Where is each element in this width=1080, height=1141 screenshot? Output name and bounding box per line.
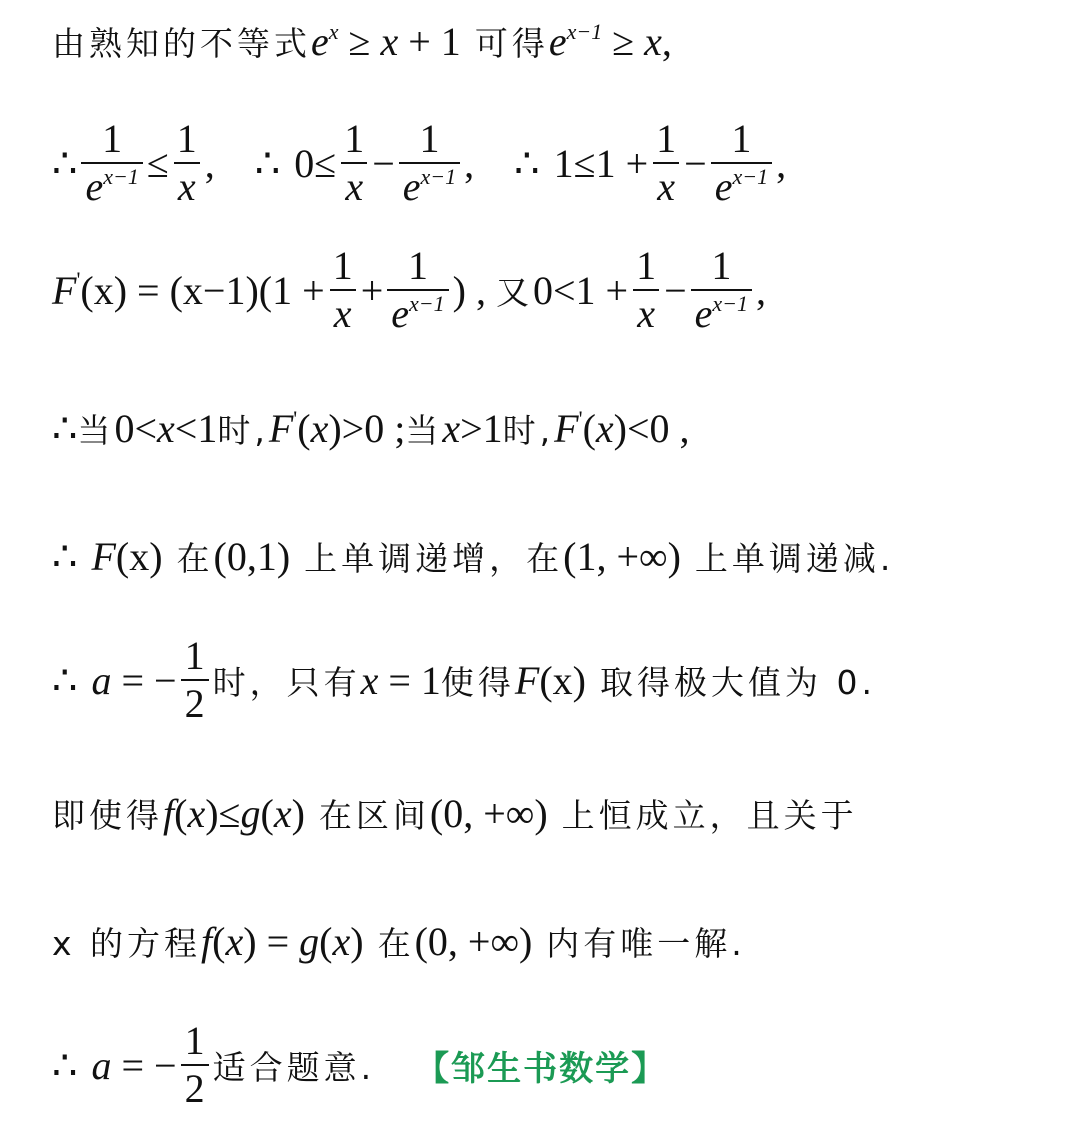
fraction: $\frac{1}{x}$ [329, 245, 357, 335]
therefore-symbol: ∴ [52, 657, 78, 703]
brand-label: 【邹生书数学】 [415, 1048, 668, 1089]
fraction: $\frac{1}{e^{x-1}}$ [691, 245, 752, 335]
therefore-symbol: ∴ [52, 1042, 78, 1088]
text-segment: 时，只有 [212, 662, 361, 702]
text-segment: 上恒成立，且关于 [561, 796, 858, 835]
text-segment: 当 [405, 411, 443, 450]
fraction: $\frac{1}{x}$ [173, 118, 201, 208]
text-segment: 可得 [474, 24, 549, 63]
text-segment: 时, [502, 411, 555, 450]
fraction: $\frac{1}{2}$ [181, 635, 209, 725]
fraction: $\frac{1}{x}$ [632, 245, 660, 335]
text-segment: 当 [77, 411, 115, 450]
fraction: $\frac{1}{e^{x-1}}$ [711, 118, 772, 208]
line-5: ∴ F(x) 在 (0,1) 上单调递增，在 (1, +∞) 上单调递减. [52, 534, 895, 579]
text-segment: 在 [377, 924, 415, 963]
text-segment: 上单调递增，在 [304, 539, 564, 578]
line-8: x 的方程 f(x) = g(x) 在 (0, +∞) 内有唯一解. [52, 919, 746, 964]
text-segment: x 的方程 [52, 924, 202, 963]
text-segment: 使得 [440, 662, 515, 702]
line-4: ∴ 当 0<x<1 时, F'(x)>0 ; 当 x>1 时, F'(x)<0 , [52, 405, 690, 451]
therefore-symbol: ∴ [52, 140, 78, 186]
therefore-symbol: ∴ [52, 534, 78, 579]
fraction: $\frac{1}{e^{x-1}}$ [81, 118, 142, 208]
text-segment: 又 [495, 272, 533, 312]
text-segment: 由熟知的不等式 [52, 24, 311, 63]
text-segment: 上单调递减. [694, 539, 895, 578]
formula: $e^x \ge x + 1$ [311, 18, 461, 64]
line-7: 即使得 f(x)≤g(x) 在区间 (0, +∞) 上恒成立，且关于 [52, 791, 858, 836]
text-segment: 适合题意. [212, 1047, 376, 1087]
text-segment: 在区间 [318, 796, 430, 835]
fraction: $\frac{1}{e^{x-1}}$ [387, 245, 448, 335]
text-segment: 内有唯一解. [546, 924, 746, 963]
line-6: ∴ a = − $\frac{1}{2}$ 时，只有 x = 1 使得 F(x) 取得极大值为 0. [52, 633, 876, 726]
formula: $e^{x-1} \ge x$, [548, 18, 672, 64]
text-segment: 取得极大值为 0. [599, 662, 876, 702]
fraction: $\frac{1}{x}$ [340, 118, 368, 208]
therefore-symbol: ∴ [254, 140, 281, 186]
fraction: $\frac{1}{2}$ [181, 1020, 209, 1110]
line-9: ∴ a = − $\frac{1}{2}$ 适合题意. 【邹生书数学】 [52, 1018, 668, 1111]
text-segment: 在 [176, 539, 214, 578]
line-1 [52, 18, 672, 65]
fraction: $\frac{1}{e^{x-1}}$ [399, 118, 460, 208]
line-2: ∴ $\frac{1}{e^{x-1}}$ ≤ $\frac{1}{x}$ , ∴ 0≤ $\frac{1}{x}$ − $\frac{1}{e^{x-1}}$ , ∴ 1≤1 + $\frac{1}{x}$ − $\frac{1}{e^{x-1}}$ , [52, 116, 787, 209]
line-3: F'(x) = (x−1)(1 + $\frac{1}{x}$ + $\frac{1}{e^{x-1}}$ ) , 又 0<1 + $\frac{1}{x}$ − $\frac{1}{e^{x-1}}$ , [52, 243, 767, 336]
text-segment: 时, [217, 411, 269, 450]
therefore-symbol: ∴ [52, 406, 78, 451]
fraction: $\frac{1}{x}$ [652, 118, 680, 208]
text-segment: 即使得 [52, 796, 163, 835]
therefore-symbol: ∴ [514, 140, 540, 186]
